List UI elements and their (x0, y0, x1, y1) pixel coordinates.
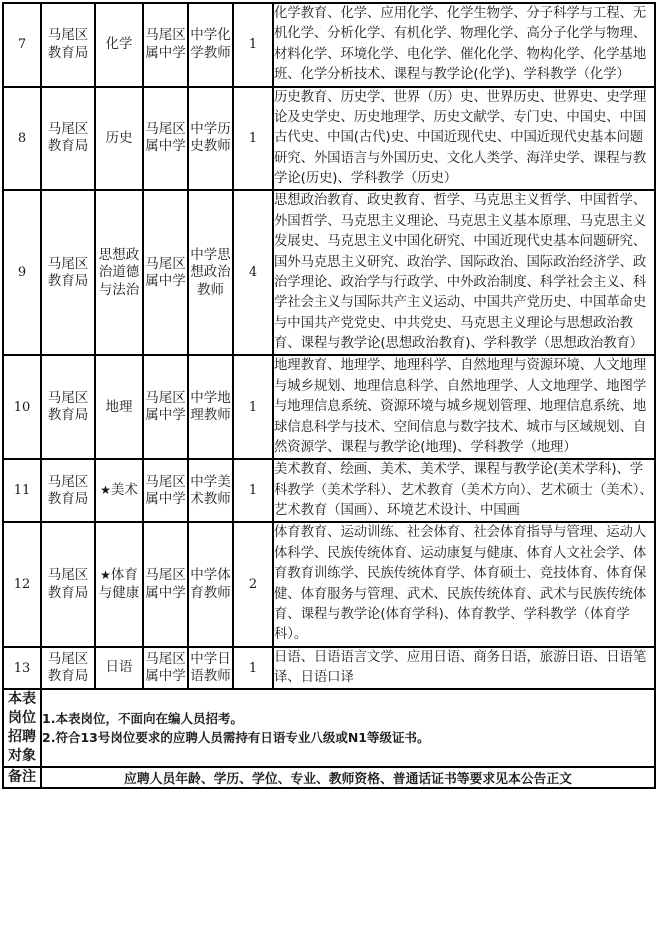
cell-school: 马尾区属中学 (143, 190, 188, 355)
cell-serial-number: 9 (3, 190, 41, 355)
cell-subject-label: 体育与健康 (98, 567, 140, 601)
footer-target-row (3, 689, 655, 767)
cell-major-requirement: 日语、日语语言文学、应用日语、商务日语，旅游日语、日语笔译、日语口译 (273, 647, 655, 690)
table-row (3, 522, 655, 646)
recruitment-table (2, 2, 656, 789)
cell-subject (95, 3, 143, 87)
cell-serial-number: 7 (3, 3, 41, 87)
cell-school: 马尾区属中学 (143, 647, 188, 690)
cell-major-requirement: 思想政治教育、政史教育、哲学、马克思主义哲学、中国哲学、外国哲学、马克思主义理论、马克思主义基本原理、马克思主义发展史、马克思主义中国化研究、中国近现代史基本问题研究、国外马克思主义研究、政治学、国际政治、国际政治经济学、政治学理论、政治学与行政学、中外政治制度、科学社会主义、科学社会主义与国际共产主义运动、中国共产党历史、中国革命史与中国共产党党史、中共党史、马克思主义理论与思想政治教育、课程与教学论(思想政治教育)、学科教学（思想政治教育） (273, 190, 655, 355)
cell-headcount: 1 (233, 459, 273, 522)
cell-subject-label: 美术 (110, 482, 138, 499)
cell-subject-label: 化学 (105, 36, 133, 53)
cell-post-name: 中学化学教师 (188, 3, 233, 87)
cell-subject (95, 355, 143, 459)
cell-post-name: 中学美术教师 (188, 459, 233, 522)
table-row (3, 3, 655, 87)
cell-subject (95, 459, 143, 522)
footer-target-notes (41, 689, 655, 767)
footer-remark-label: 备注 (3, 767, 41, 788)
cell-subject-label: 思想政治道德与法治 (98, 246, 140, 298)
table-row (3, 190, 655, 355)
cell-department: 马尾区教育局 (41, 355, 95, 459)
cell-post-name: 中学历史教师 (188, 87, 233, 191)
cell-school: 马尾区属中学 (143, 355, 188, 459)
cell-school: 马尾区属中学 (143, 522, 188, 646)
star-icon: ★ (100, 568, 111, 583)
cell-serial-number: 12 (3, 522, 41, 646)
cell-post-name: 中学思想政治教师 (188, 190, 233, 355)
cell-school: 马尾区属中学 (143, 3, 188, 87)
cell-post-name: 中学日语教师 (188, 647, 233, 690)
cell-department: 马尾区教育局 (41, 459, 95, 522)
cell-subject (95, 87, 143, 191)
cell-subject-label: 历史 (105, 129, 133, 146)
cell-headcount: 1 (233, 355, 273, 459)
table-row (3, 355, 655, 459)
star-icon: ★ (100, 483, 111, 498)
footer-remark-row (3, 767, 655, 788)
footer-target-label: 本表岗位招聘对象 (3, 689, 41, 767)
cell-department: 马尾区教育局 (41, 522, 95, 646)
footer-remark-text: 应聘人员年龄、学历、学位、专业、教师资格、普通话证书等要求见本公告正文 (41, 767, 655, 788)
cell-headcount: 1 (233, 87, 273, 191)
table-body (3, 3, 655, 788)
cell-department: 马尾区教育局 (41, 647, 95, 690)
cell-subject-label: 日语 (105, 659, 133, 676)
cell-major-requirement: 历史教育、历史学、世界（历）史、世界历史、世界史、史学理论及史学史、历史地理学、历史文献学、专门史、中国史、中国古代史、中国(古代)史、中国近现代史、中国近现代史基本问题研究、外国语言与外国历史、文化人类学、海洋史学、课程与教学论(历史)、学科教学（历史） (273, 87, 655, 191)
cell-major-requirement: 化学教育、化学、应用化学、化学生物学、分子科学与工程、无机化学、分析化学、有机化学、物理化学、高分子化学与物理、材料化学、环境化学、电化学、催化化学、物构化学、化学基地班、化学分析技术、课程与教学论(化学)、学科教学（化学） (273, 3, 655, 87)
cell-school: 马尾区属中学 (143, 87, 188, 191)
footer-note-2: 2.符合13号岗位要求的应聘人员需持有日语专业八级或N1等级证书。 (42, 730, 430, 746)
cell-subject (95, 190, 143, 355)
cell-headcount: 2 (233, 522, 273, 646)
cell-subject (95, 647, 143, 690)
cell-serial-number: 10 (3, 355, 41, 459)
cell-major-requirement: 体育教育、运动训练、社会体育、社会体育指导与管理、运动人体科学、民族传统体育、运动康复与健康、体育人文社会学、体育教育训练学、民族传统体育学、体育硕士、竞技体育、体育保健、体育服务与管理、武术、民族传统体育、武术与民族传统体育、课程与教学论(体育学科)、体育教学、学科教学（体育学科）。 (273, 522, 655, 646)
cell-headcount: 1 (233, 3, 273, 87)
cell-department: 马尾区教育局 (41, 190, 95, 355)
table-row (3, 647, 655, 690)
cell-post-name: 中学体育教师 (188, 522, 233, 646)
cell-serial-number: 11 (3, 459, 41, 522)
cell-major-requirement: 地理教育、地理学、地理科学、自然地理与资源环境、人文地理与城乡规划、地理信息科学、自然地理学、人文地理学、地图学与地理信息系统、资源环境与城乡规划管理、地理信息系统、地球信息科学与技术、空间信息与数字技术、城市与区域规划、自然资源学、课程与教学论(地理)、学科教学（地理） (273, 355, 655, 459)
cell-major-requirement: 美术教育、绘画、美术、美术学、课程与教学论(美术学科)、学科教学（美术学科）、艺术教育（美术方向）、艺术硕士（美术）、艺术教育（国画）、环境艺术设计、中国画 (273, 459, 655, 522)
cell-subject-label: 地理 (105, 398, 133, 415)
footer-note-1: 1.本表岗位，不面向在编人员招考。 (42, 710, 243, 726)
cell-department: 马尾区教育局 (41, 87, 95, 191)
table-row (3, 459, 655, 522)
cell-serial-number: 13 (3, 647, 41, 690)
cell-subject (95, 522, 143, 646)
cell-post-name: 中学地理教师 (188, 355, 233, 459)
cell-serial-number: 8 (3, 87, 41, 191)
cell-school: 马尾区属中学 (143, 459, 188, 522)
cell-headcount: 1 (233, 647, 273, 690)
cell-department: 马尾区教育局 (41, 3, 95, 87)
cell-headcount: 4 (233, 190, 273, 355)
table-row (3, 87, 655, 191)
